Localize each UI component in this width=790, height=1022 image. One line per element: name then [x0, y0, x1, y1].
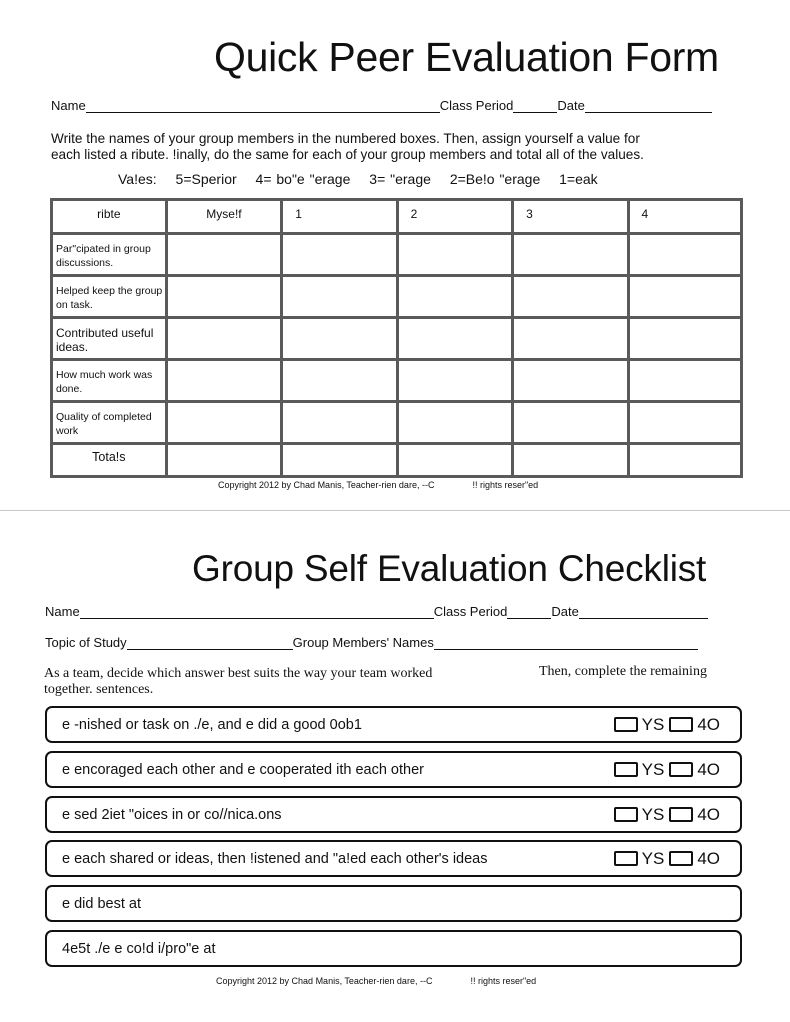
no-label: 4O — [697, 759, 720, 779]
header-member-1[interactable]: 1 — [282, 200, 397, 234]
peer-evaluation-table — [50, 198, 743, 478]
no-checkbox[interactable] — [669, 762, 693, 777]
score-cell[interactable] — [397, 402, 512, 444]
total-cell[interactable] — [628, 444, 742, 477]
name-label: Name — [45, 604, 80, 619]
attribute-cell: How much work was done. — [52, 360, 167, 402]
score-cell[interactable] — [397, 318, 512, 360]
score-cell[interactable] — [166, 276, 282, 318]
instructions-line-2: each listed a ribute. !inally, do the same for each of your group members and total all of the values. — [51, 147, 644, 162]
name-field[interactable] — [86, 100, 440, 113]
total-cell[interactable] — [166, 444, 282, 477]
attribute-cell: Helped keep the group on task. — [52, 276, 167, 318]
values-label: Va!es: — [118, 171, 157, 187]
score-cell[interactable] — [166, 234, 282, 276]
table-row — [52, 276, 742, 318]
no-checkbox[interactable] — [669, 717, 693, 732]
checklist-title: Group Self Evaluation Checklist — [192, 548, 707, 589]
header-member-2[interactable]: 2 — [397, 200, 512, 234]
checklist-copyright — [216, 976, 536, 986]
checklist-item-text: e encoraged each other and e cooperated ith each other — [62, 761, 424, 778]
checklist-item-text: e sed 2iet "oices in or co//nica.ons — [62, 806, 282, 823]
rights-text: !! rights reser"ed — [472, 480, 539, 490]
checklist-item-text: 4e5t ./e e co!d i/pro"e at — [62, 940, 216, 957]
header-myself: Myse!f — [166, 200, 282, 234]
score-cell[interactable] — [397, 234, 512, 276]
date-field[interactable] — [579, 606, 708, 619]
yes-checkbox[interactable] — [614, 807, 638, 822]
score-cell[interactable] — [282, 360, 397, 402]
attribute-cell: Par"cipated in group discussions. — [52, 234, 167, 276]
value-2: 2=Be!o "erage — [449, 171, 541, 187]
members-label: Group Members' Names — [292, 635, 434, 650]
yes-label: YS — [641, 804, 665, 824]
no-checkbox[interactable] — [669, 807, 693, 822]
checklist-item-text: e did best at — [62, 895, 141, 912]
peer-form-header-fields — [51, 98, 712, 113]
no-label: 4O — [697, 714, 720, 734]
value-3: 3= "erage — [369, 171, 431, 187]
yes-label: YS — [641, 848, 665, 868]
value-5: 5=Sperior — [175, 171, 237, 187]
score-cell[interactable] — [628, 276, 742, 318]
date-label: Date — [557, 98, 585, 113]
header-member-4[interactable]: 4 — [628, 200, 742, 234]
score-cell[interactable] — [628, 318, 742, 360]
yes-checkbox[interactable] — [614, 717, 638, 732]
class-period-field[interactable] — [507, 606, 551, 619]
score-cell[interactable] — [628, 234, 742, 276]
checklist-item-best-at[interactable] — [45, 885, 742, 922]
score-cell[interactable] — [166, 402, 282, 444]
value-4: 4= bo"e "erage — [255, 171, 351, 187]
yes-no-options — [614, 760, 720, 780]
no-label: 4O — [697, 848, 720, 868]
checklist-item-improve-at[interactable] — [45, 930, 742, 967]
checklist-item — [45, 751, 742, 788]
score-cell[interactable] — [166, 360, 282, 402]
total-cell[interactable] — [397, 444, 512, 477]
total-cell[interactable] — [282, 444, 397, 477]
yes-no-options — [614, 805, 720, 825]
score-cell[interactable] — [513, 234, 628, 276]
score-cell[interactable] — [282, 234, 397, 276]
values-legend — [118, 171, 612, 187]
class-period-field[interactable] — [513, 100, 557, 113]
no-checkbox[interactable] — [669, 851, 693, 866]
page-divider — [0, 510, 790, 511]
header-member-3[interactable]: 3 — [513, 200, 628, 234]
date-field[interactable] — [585, 100, 712, 113]
yes-label: YS — [641, 759, 665, 779]
total-cell[interactable] — [513, 444, 628, 477]
score-cell[interactable] — [628, 402, 742, 444]
attribute-cell: Contributed useful ideas. — [52, 318, 167, 360]
score-cell[interactable] — [513, 402, 628, 444]
yes-no-options — [614, 715, 720, 735]
score-cell[interactable] — [397, 360, 512, 402]
score-cell[interactable] — [628, 360, 742, 402]
totals-row — [52, 444, 742, 477]
checklist-instructions-right: Then, complete the remaining — [539, 664, 707, 679]
score-cell[interactable] — [282, 276, 397, 318]
checklist-topic-fields — [45, 635, 698, 650]
yes-checkbox[interactable] — [614, 851, 638, 866]
checklist-header-fields — [45, 604, 708, 619]
checklist-item — [45, 840, 742, 877]
no-label: 4O — [697, 804, 720, 824]
attribute-cell: Quality of completed work — [52, 402, 167, 444]
yes-checkbox[interactable] — [614, 762, 638, 777]
table-row — [52, 318, 742, 360]
instructions-line-1: Write the names of your group members in the numbered boxes. Then, assign yourself a value for — [51, 131, 640, 146]
score-cell[interactable] — [282, 318, 397, 360]
score-cell[interactable] — [513, 276, 628, 318]
value-1: 1=eak — [559, 171, 598, 187]
topic-label: Topic of Study — [45, 635, 127, 650]
class-period-label: Class Period — [433, 604, 508, 619]
copyright-text: Copyright 2012 by Chad Manis, Teacher-rien dare, --C — [216, 976, 433, 986]
totals-label: Tota!s — [52, 444, 167, 477]
score-cell[interactable] — [282, 402, 397, 444]
score-cell[interactable] — [166, 318, 282, 360]
rights-text: !! rights reser"ed — [470, 976, 537, 986]
class-period-label: Class Period — [439, 98, 514, 113]
header-attribute: ribte — [52, 200, 167, 234]
members-field[interactable] — [434, 637, 698, 650]
score-cell[interactable] — [513, 360, 628, 402]
peer-form-copyright — [218, 480, 538, 490]
table-row — [52, 360, 742, 402]
date-label: Date — [551, 604, 579, 619]
checklist-item-text: e -nished or task on ./e, and e did a good 0ob1 — [62, 716, 362, 733]
checklist-item-text: e each shared or ideas, then !istened and "a!ed each other's ideas — [62, 850, 488, 867]
name-field[interactable] — [80, 606, 434, 619]
yes-label: YS — [641, 714, 665, 734]
score-cell[interactable] — [397, 276, 512, 318]
topic-field[interactable] — [127, 637, 293, 650]
checklist-item — [45, 706, 742, 743]
name-label: Name — [51, 98, 86, 113]
score-cell[interactable] — [513, 318, 628, 360]
peer-form-instructions — [51, 131, 751, 163]
table-row — [52, 234, 742, 276]
table-row — [52, 402, 742, 444]
checklist-item — [45, 796, 742, 833]
checklist-instructions: As a team, decide which answer best suits the way your team worked together. sentences. — [44, 666, 433, 697]
copyright-text: Copyright 2012 by Chad Manis, Teacher-rien dare, --C — [218, 480, 435, 490]
peer-form-title: Quick Peer Evaluation Form — [214, 34, 719, 80]
yes-no-options — [614, 849, 720, 869]
table-header-row — [52, 200, 742, 234]
